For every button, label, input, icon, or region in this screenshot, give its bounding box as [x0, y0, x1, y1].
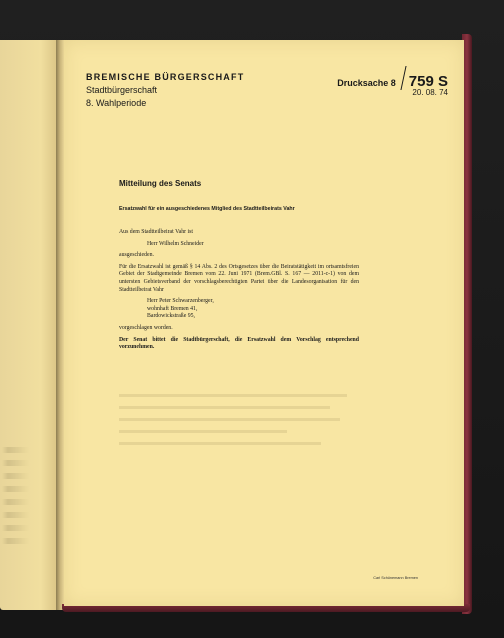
- departed-member: Herr Wilhelm Schneider: [147, 240, 204, 247]
- legislative-term: 8. Wahlperiode: [86, 98, 147, 108]
- document-label: Drucksache 8: [337, 78, 396, 88]
- document-reference: [337, 66, 448, 90]
- document-number: 759 S: [408, 73, 448, 90]
- document-page: [64, 40, 464, 606]
- body-line: vorgeschlagen worden.: [119, 324, 173, 331]
- book-gutter: [56, 40, 64, 610]
- parliament-body: Stadtbürgerschaft: [86, 85, 158, 95]
- document-subject: Ersatzwahl für ein ausgeschiedenes Mitglied des Stadtteilbeirats Vahr: [119, 206, 295, 212]
- nominee-name: Herr Peter Schwarzenberger,: [147, 298, 214, 305]
- left-page: [0, 40, 58, 610]
- organization-name: BREMISCHE BÜRGERSCHAFT: [86, 72, 245, 82]
- reference-divider: [400, 66, 406, 90]
- senate-request: Der Senat bittet die Stadtbürgerschaft, die Ersatzwahl dem Vorschlag entsprechend vorzunehmen.: [119, 336, 359, 351]
- body-line: Aus dem Stadtteilbeirat Vahr ist: [119, 229, 193, 235]
- nominee-residence: wohnhaft Bremen 41,: [147, 305, 198, 312]
- document-body: [119, 229, 359, 352]
- body-paragraph: Für die Ersatzwahl ist gemäß § 14 Abs. 2 des Ortsgesetzes über die Beiratstätigkeit im ortsamtsfreien Gebiet der Stadtgemeinde Bremen vom 22. Juni 1971 (Brem.GBl. S. 167 — 2011-c-1) von dem untersten Gebietsverband der vorschlagsberechtigten Partei über die Landesorganisation für den Stadtteilbeirat Vahr: [119, 263, 359, 293]
- body-line: ausgeschieden.: [119, 252, 154, 259]
- document-title: Mitteilung des Senats: [119, 179, 202, 188]
- show-through-text: [119, 385, 359, 454]
- show-through-marks: [2, 440, 42, 560]
- document-date: 20. 08. 74: [412, 88, 448, 97]
- printer-imprint: Carl Schünemann Bremen: [373, 576, 418, 580]
- nominee-street: Bardowickstraße 95,: [147, 313, 195, 320]
